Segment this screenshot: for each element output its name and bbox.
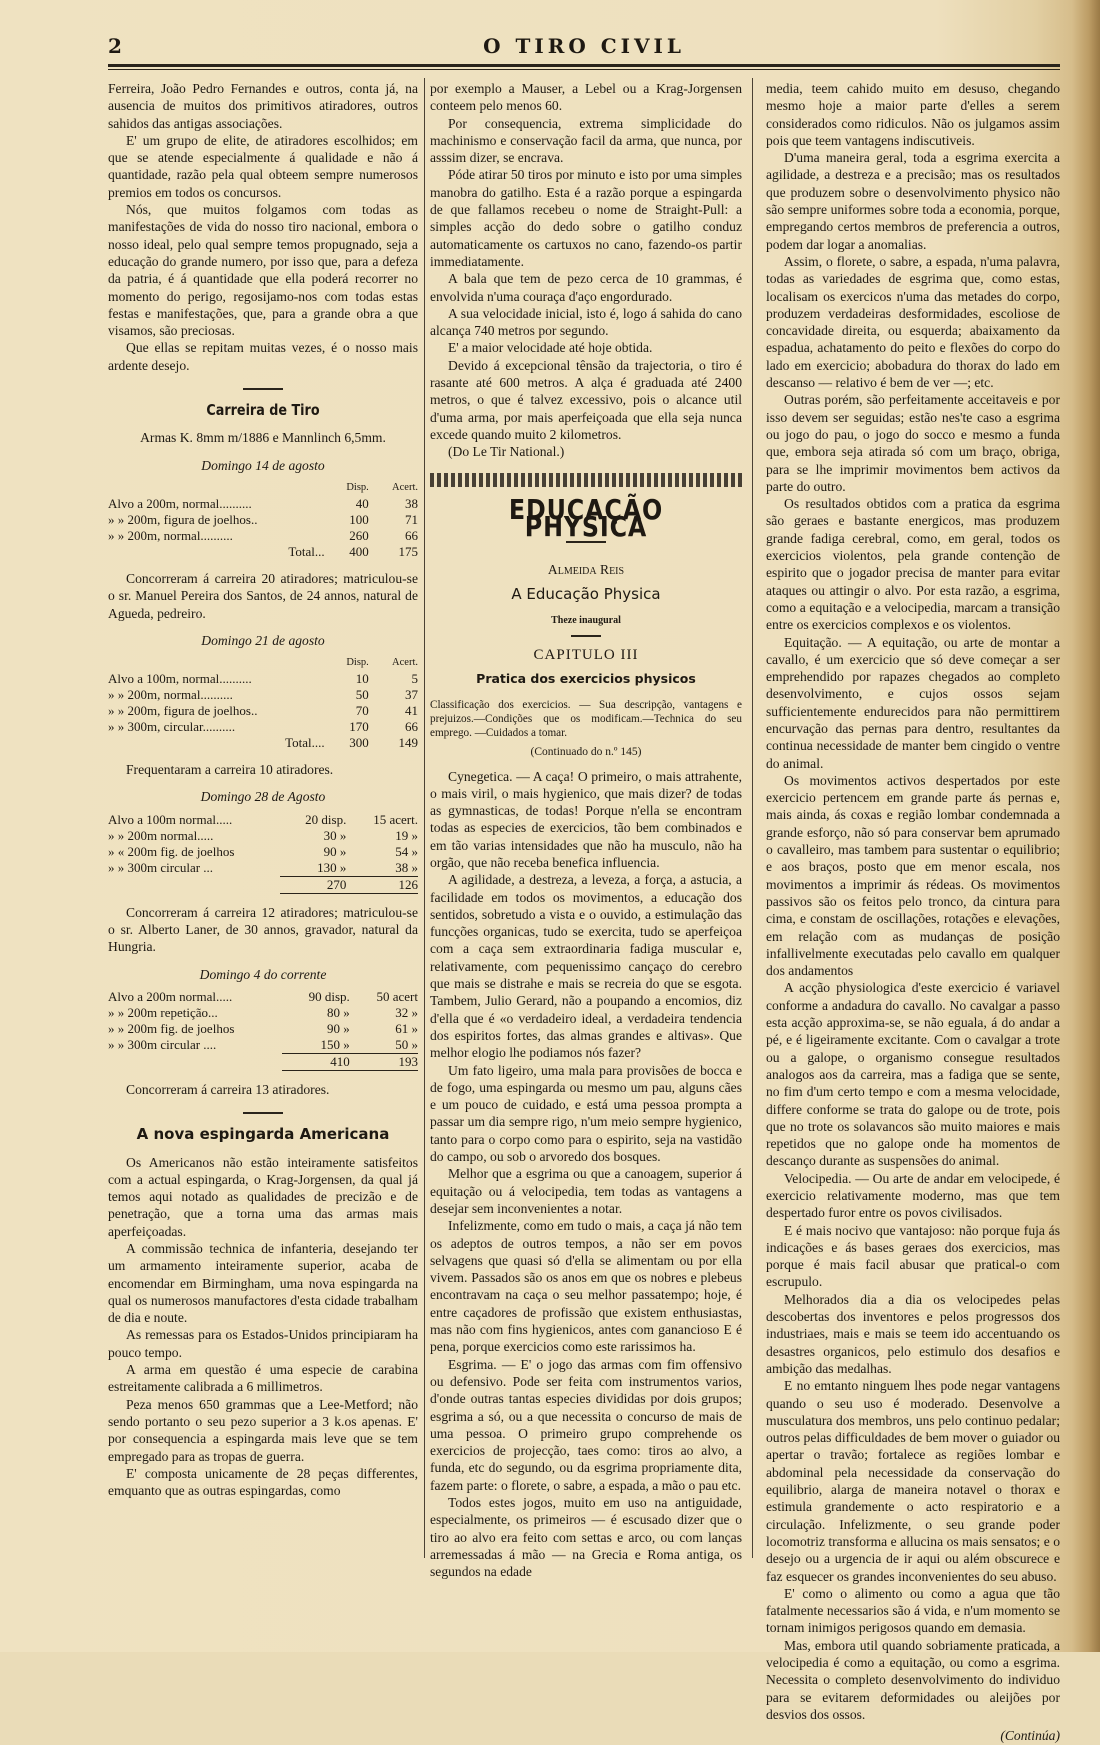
- paragraph: Melhorados dia a dia os velocipedes pelas descobertas dos inventores e pelos progressos dos industriaes, mais e mais se teem ido accentuando os desastres organicos, pelo estimulo dos desafios e ambição das medalhas.: [766, 1291, 1060, 1376]
- column-1: [108, 80, 418, 1499]
- classification-summary: Classificação dos exercicios. — Sua descripção, vantagens e prejuizos.—Condições que os modificam.—Technica do seu emprego. —Cuidados a tomar.: [430, 698, 742, 740]
- session-date: Domingo 28 de Agosto: [200, 789, 326, 805]
- score-table: [108, 812, 418, 894]
- table-row: » » 200m, normal.......... 50 37: [108, 687, 418, 703]
- session-date: Domingo 21 de agosto: [201, 632, 325, 648]
- chapter-title: Pratica dos exercicios physicos: [476, 671, 696, 687]
- table-row: » » 200m, figura de joelhos.. 100 71: [108, 511, 418, 527]
- table-row: Alvo a 100m, normal.......... 10 5: [108, 671, 418, 687]
- paragraph: por exemplo a Mauser, a Lebel ou a Krag-Jorgensen conteem pelo menos 60.: [430, 81, 742, 114]
- column-divider: [752, 78, 753, 1558]
- table-row: » « 200m fig. de joelhos 90 » 54 »: [108, 843, 418, 859]
- source-credit: (Do Le Tir National.): [448, 444, 565, 460]
- total-row: 410 193: [108, 1053, 418, 1070]
- column-3: [766, 80, 1060, 1745]
- header-rule-thin: [108, 69, 1060, 70]
- col-header: Disp.: [346, 481, 369, 493]
- chapter-number: CAPITULO III: [533, 647, 639, 664]
- paragraph: Que ellas se repitam muitas vezes, é o nosso mais ardente desejo.: [108, 340, 418, 373]
- paragraph: Outras porém, são perfeitamente acceitaveis e por isso devem ser seguidas; estão nes'te caso a esgrima ou jogo do pau, o jogo do socco e mesmo a funda que, embora seja atirada só com um braço, obriga, para se lhe imprimir movimentos bem activos da parte do outro.: [766, 392, 1060, 494]
- paragraph: Peza menos 650 grammas que a Lee-Metford; não sendo portanto o seu pezo superior a 3 k.os apenas. E' por consequencia a espingarda mais leve que se tem empregado para as tropas de guerra.: [108, 1396, 418, 1464]
- paragraph: A arma em questão é uma especie de carabina estreitamente calibrada a 6 millimetros.: [108, 1362, 418, 1395]
- paragraph: Os Americanos não estão inteiramente satisfeitos com a actual espingarda, o Krag-Jorgensen, da qual já temos aqui notado as qualidades de precizão e de penetração, que a torna uma das armas mais aperfeiçoadas.: [108, 1154, 418, 1239]
- score-table: [108, 655, 418, 751]
- ornamental-border: [430, 473, 742, 487]
- paragraph: Os resultados obtidos com a pratica da esgrima são geraes e bastante energicos, mas produzem grande fadiga cerebral, como, em geral, todos os exercicios violentos, pela grande contenção de espirito que o jogador precisa de manter para evitar ataques ou attingir o alvo. Por esta razão, a esgrima, como a equitação e a velocipedia, marcam a transição entre os exercicios complexos e os violentos.: [766, 496, 1060, 633]
- paragraph: E no emtanto ninguem lhes pode negar vantagens quando o seu uso é moderado. Desenvolve a musculatura dos membros, uns pelo continuo pedalar; outros pelas difficuldades de bem mover o guiador ou apertar o travão; fortalece as regiões lombar e abdominal pela necessidade da conservação do equilibrio, alarga de maneira notavel o thorax e estimula grandemente o acto respiratorio e a circulação. Infelizmente, o seu grande poder locomotriz transforma e allucina os mais sensatos; e o desejo ou a urgencia de ir aqui ou além obscurece e faz esquecer os grandes inconvenientes do seu abuso.: [766, 1378, 1060, 1584]
- paragraph: E' a maior velocidade até hoje obtida.: [448, 340, 653, 356]
- table-row: » » 300m, circular.......... 170 66: [108, 719, 418, 735]
- continua-note: (Continúa): [1000, 1728, 1060, 1744]
- author-name: Almeida Reis: [547, 562, 625, 578]
- table-row: » » 200m fig. de joelhos 90 » 61 »: [108, 1020, 418, 1036]
- total-row: Total.... 300 149: [285, 735, 418, 751]
- paragraph: Infelizmente, como em tudo o mais, a caça já não tem os adeptos de outros tempos, a não ser em povos selvagens que quasi só d'ella se alimentam ou por ella vivem. Passados são os anos em que os nobres e plebeus encontravam na caça o seu melhor passatempo; hoje, é entre caçadores de profissão que existem enthusiastas, mas não com fins hygienicos, antes com ganancioso E é pena, porque exercicios como este rarissimos ha.: [430, 1218, 742, 1355]
- paragraph: Os movimentos activos despertados por este exercicio pertencem em grande parte ás pernas e, mais ainda, ás coxas e região lombar condemnada a grande esforço, não só para conservar bem aprumado o cavalleiro, mas tambem para sustentar o equilibrio; e aos braços, posto que em menor escala, nos movimentos a imprimir ás rédeas. Os movimentos passivos são os feitos pelo tronco, da cintura para cima, e constam de oscillações, rotações e elevações, em relação com as mudanças de posição infallivelmente executadas pelo cavallo em qualquer dos andamentos: [766, 772, 1060, 979]
- these-label: Theze inaugural: [551, 614, 621, 626]
- paragraph: Nós, que muitos folgamos com todas as manifestações de vida do nosso tiro nacional, embora o nosso ideal, pelo qual sempre temos propugnado, seja a educação do grande numero, por isso que, para a defeza da patria, é á quantidade que ella poderá recorrer no momento do perigo, regosijamo-nos com todas estas festas e manifestações, que, para a grande obra a que visamos, são preciosas.: [108, 202, 418, 339]
- section-divider: [243, 388, 283, 390]
- paragraph: Esgrima. — E' o jogo das armas com fim offensivo ou defensivo. Pode ser feita com instrumentos varios, d'onde outras tantas especies divididas por dois grupos; esgrima a só, ou a que necessita o concurso de mais de uma pessoa. O primeiro grupo comprehende os exercicios de projecção, taes como: tiros ao alvo, a funda, etc do segundo, ou da esgrima propriamente dita, fazem parte: o florete, o sabre, a espada, a mão o pau etc.: [430, 1356, 742, 1493]
- table-row: » » 200m normal..... 30 » 19 »: [108, 827, 418, 843]
- total-row: 270 126: [108, 876, 418, 893]
- table-row: » » 200m, normal.......... 260 66: [108, 527, 418, 543]
- paragraph: D'uma maneira geral, toda a esgrima exercita a agilidade, a destreza e a precisão; mas os resultados que produzem sobre o desenvolvimento physico não são sempre uniformes sobre toda a economia, porque, empregando certos membros de preferencia a outros, podem dar logar a anomalias.: [766, 150, 1060, 252]
- paragraph: As remessas para os Estados-Unidos principiaram ha pouco tempo.: [108, 1327, 418, 1360]
- paragraph: E' composta unicamente de 28 peças differentes, emquanto que as outras espingardas, como: [108, 1465, 418, 1499]
- session-note: Concorreram á carreira 20 atiradores; matriculou-se o sr. Manuel Pereira dos Santos, de 24 annos, natural de Agueda, pedreiro.: [108, 570, 418, 621]
- section-title-espingarda: A nova espingarda Americana: [136, 1125, 390, 1144]
- paragraph: Equitação. — A equitação, ou arte de montar a cavallo, é um exercicio que só deve começar a ser emprehendido por rapazes chegados ao completo desenvolvimento, e cujos ossos sejam sufficientemente endurecidos para não permittirem encurvação das pernas para dentro, resultantes da continua necessidade de manter bem cingido o ventre do animal.: [766, 634, 1060, 771]
- paragraph: Por consequencia, extrema simplicidade do machinismo e conservação facil da arma, que nunca, por asssim dizer, se encrava.: [430, 115, 742, 166]
- header-rule-thick: [108, 64, 1060, 67]
- page-number: 2: [108, 34, 122, 58]
- table-row: Alvo a 200m, normal.......... 40 38: [108, 495, 418, 511]
- table-row: Alvo a 200m normal..... 90 disp. 50 acert: [108, 988, 418, 1004]
- paragraph: Devido á excepcional tênsão da trajectoria, o tiro é rasante até 600 metros. A alça é graduada até 2400 metros, o que é talvez excessivo, pois o alcance util d'uma arma, por mais aperfeiçoada que ella seja nunca excede quando muito 2 kilometros.: [430, 357, 742, 442]
- paragraph: A bala que tem de pezo cerca de 10 grammas, é envolvida n'uma couraça d'aço engordurado.: [430, 271, 742, 304]
- page-header: [108, 30, 1060, 66]
- col-header: Acert.: [392, 481, 418, 493]
- paragraph: E é mais nocivo que vantajoso: não porque fuja ás indicações e ás bases geraes dos exercicios, mas porque é mais facil abusar que pratical-o com escrupulo.: [766, 1222, 1060, 1290]
- work-title: A Educação Physica: [511, 585, 661, 604]
- continued-note: (Continuado do n.º 145): [530, 746, 642, 759]
- arms-line: Armas K. 8mm m/1886 e Mannlinch 6,5mm.: [140, 430, 386, 446]
- session-note: Concorreram á carreira 12 atiradores; matriculou-se o sr. Alberto Laner, de 30 annos, gravador, natural da Hungria.: [108, 904, 418, 955]
- paragraph: Todos estes jogos, muito em uso na antiguidade, especialmente, os primeiros — é escusado dizer que o tiro ao alvo era feito com settas e arco, ou com lanças arremessadas á mão — na Grecia e Roma antiga, os segundos na edade: [430, 1494, 742, 1580]
- paragraph: A sua velocidade inicial, isto é, logo á sahida do cano alcança 740 metros por segundo.: [430, 305, 742, 339]
- paragraph: Cynegetica. — A caça! O primeiro, o mais attrahente, o mais viril, o mais hygienico, que mais dizer? de todas as gymnasticas, de todas! Porque n'ella se encontram todas as especies de exercicios, tão bem combinados e em tão varias intensidades que não ha musculo, não ha orgão, que não receba benefica influencia.: [430, 768, 742, 870]
- table-row: » » 200m repetição... 80 » 32 »: [108, 1004, 418, 1020]
- paragraph: A commissão technica de infanteria, desejando ter um armamento inteiramente superior, acaba de encomendar em Birmingham, uma nova espingarda na qual os numerosos manufactores d'esta cidade trabalham de dia e noute.: [108, 1240, 418, 1326]
- section-divider: [571, 635, 601, 637]
- table-row: » » 300m circular .... 150 » 50 »: [108, 1036, 418, 1053]
- paragraph: media, teem cahido muito em desuso, chegando mesmo hoje a maior parte d'elles a serem considerados como ridiculos. Não os julgamos assim pois que teem vantagens indiscutiveis.: [766, 81, 1060, 148]
- paragraph: E' um grupo de elite, de atiradores escolhidos; em que se atende especialmente á qualidade e não á quantidade, razão pela qual obteem sempre numerosos premios em todos os concursos.: [108, 132, 418, 200]
- paragraph: Melhor que a esgrima ou que a canoagem, superior á equitação ou á velocipedia, tem todas as vantagens a desejar sem inconvenientes a notar.: [430, 1166, 742, 1216]
- column-2: [430, 80, 742, 1580]
- paragraph: Um fato ligeiro, uma mala para provisões de bocca e de fogo, uma espingarda ou mesmo um pau, alguns cães e um pouco de cuidado, e está uma pessoa prompta a passar um dia sempre rigo, n'um meio sempre hygienico, tanto para o corpo como para o espirito, seja na vastidão do campo, ou sob o arvoredo dos bosques.: [430, 1062, 742, 1165]
- col-header: Disp.: [346, 657, 369, 669]
- table-row: Alvo a 100m normal..... 20 disp. 15 acert.: [108, 811, 418, 827]
- paragraph: A agilidade, a destreza, a leveza, a força, a astucia, a facilidade em todos os movimentos, a educação dos sentidos, sobretudo a vista e o ouvido, a estimulação das funcções organicas, tudo se exercita, tudo se aperfeiçoa com a caça sem extraordinaria fadiga muscular e, relativamente, com pequenissimo cançaço do cerebro que mais se distrahe e mais se recreia do que se esgota. Tambem, Julio Gerard, não a poupando a encomios, diz d'ella que é «o verdadeiro ideal, a verdadeira tendencia dos espiritos fortes, das almas grandes e altivas». Que melhor elogio lhe podiamos nós fazer?: [430, 872, 742, 1061]
- section-title-carreira: Carreira de Tiro: [206, 401, 320, 420]
- table-row: » » 300m circular ... 130 » 38 »: [108, 859, 418, 875]
- paragraph: E' como o alimento ou como a agua que tão fatalmente necessarios são á vida, e n'um momento se tornam inimigos perigosos quando em demasia.: [766, 1585, 1060, 1636]
- paragraph: A acção physiologica d'este exercicio é variavel conforme a andadura do cavallo. No cavalgar a passo esta acção approxima-se, se não eguala, á do andar a pé, e é ligeiramente excitante. Com o cavalgar a trote ou a galope, o organismo consegue resultados analogos aos da carreira, mas a fadiga que se sente, no fim d'um certo tempo e com a mesma velocidade, differe conforme se trata do galope ou de trote, pois que no trote os solavancos são muito maiores e mais repetidos que no galope onde ha momentos de descanço durante as suspensões do animal.: [766, 980, 1060, 1169]
- paragraph: Mas, embora util quando sobriamente praticada, a velocipedia é como a equitação, ou como a esgrima. Necessita o completo desenvolvimento do individuo para se evitarem deformidades ou aleijões por desvios dos ossos.: [766, 1637, 1060, 1722]
- section-title-educacao: EDUCAÇÃO PHYSICA: [508, 492, 664, 543]
- session-date: Domingo 4 do corrente: [199, 966, 327, 982]
- score-table: [108, 480, 418, 560]
- paragraph: Velocipedia. — Ou arte de andar em velocipede, é exercicio relativamente moderno, mas que tem despertado furor entre os povos civilisados.: [766, 1170, 1060, 1221]
- paragraph: Ferreira, João Pedro Fernandes e outros, conta já, na ausencia de muitos dos primitivos atiradores, outros sahidos das antigas associações.: [108, 81, 418, 131]
- session-note: Frequentaram a carreira 10 atiradores.: [126, 762, 334, 778]
- column-divider: [424, 78, 425, 1558]
- session-note: Concorreram á carreira 13 atiradores.: [126, 1081, 330, 1097]
- paragraph: Assim, o florete, o sabre, a espada, n'uma palavra, todas as variedades de esgrima que, como estas, localisam os exercicos n'uma das metades do corpo, produzem verdadeiras desformidades, escoliose de concavidade direita, ou esquerda; abaixamento da espadua, achatamento do peito e flexões do corpo do lado em exercicio; abobadura do thorax do lado em descanso — relativo é bem de ver —; etc.: [766, 253, 1060, 391]
- paragraph: Póde atirar 50 tiros por minuto e isto por uma simples manobra do gatilho. Esta é a razão porque a espingarda de que fallamos recebeu o nome de Straight-Pull: a simples acção do dedo sobre o gatilho conduz automaticamente os cartuxos no cano, fazendo-os partir immediatamente.: [430, 167, 742, 269]
- session-date: Domingo 14 de agosto: [201, 457, 325, 473]
- total-row: Total... 400 175: [288, 543, 418, 559]
- page-edge-shadow: [1072, 0, 1100, 1652]
- score-table: [108, 989, 418, 1071]
- section-divider: [243, 1112, 283, 1114]
- col-header: Acert.: [392, 657, 418, 669]
- journal-title: O TIRO CIVIL: [483, 34, 685, 58]
- table-row: » » 200m, figura de joelhos.. 70 41: [108, 703, 418, 719]
